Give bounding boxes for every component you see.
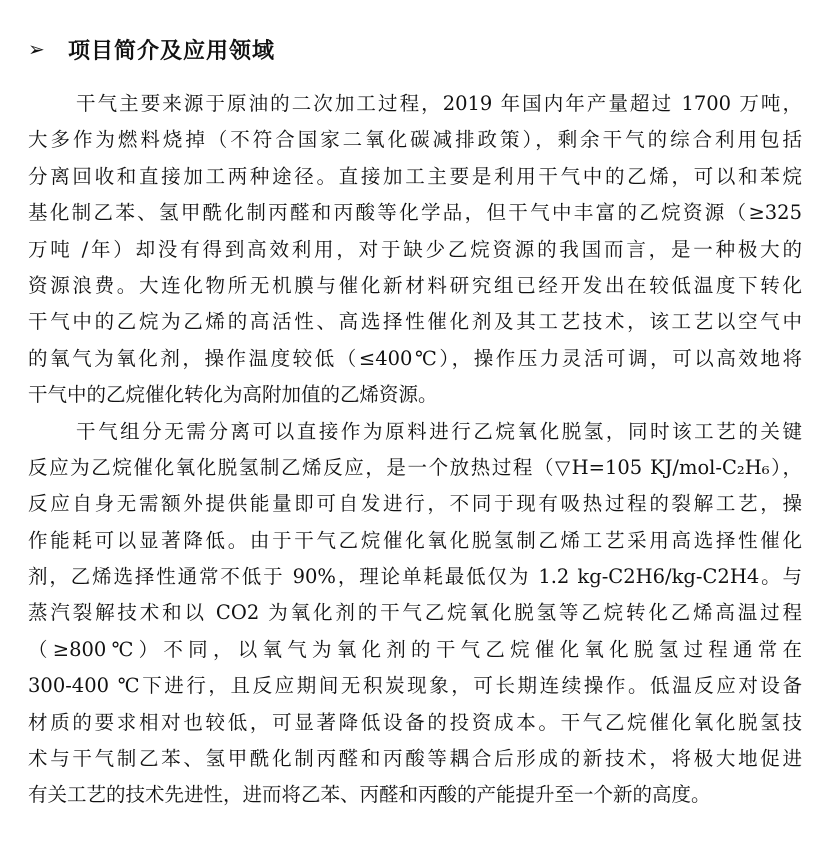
text-line: 反应为乙烷催化氧化脱氢制乙烯反应，是一个放热过程（▽H=105 KJ/mol-C₂H₆）， xyxy=(28,455,802,479)
text-line: （≥800℃）不同，以氧气为氧化剂的干气乙烷催化氧化脱氢过程通常在 xyxy=(28,637,802,661)
paragraph-1 xyxy=(28,86,802,414)
text-line: 材质的要求相对也较低，可显著降低设备的投资成本。干气乙烷催化氧化脱氢技 xyxy=(28,710,802,734)
text-line: 基化制乙苯、氢甲酰化制丙醛和丙酸等化学品，但干气中丰富的乙烷资源（≥325 xyxy=(28,201,802,225)
text-line: 资源浪费。大连化物所无机膜与催化新材料研究组已经开发出在较低温度下转化 xyxy=(28,273,802,297)
text-line: 分离回收和直接加工两种途径。直接加工主要是利用干气中的乙烯，可以和苯烷 xyxy=(28,164,802,188)
text-line: 蒸汽裂解技术和以 CO2 为氧化剂的干气乙烷氧化脱氢等乙烷转化乙烯高温过程 xyxy=(28,601,802,625)
text-line: 剂，乙烯选择性通常不低于 90%，理论单耗最低仅为 1.2 kg-C2H6/kg-C2H4。与 xyxy=(28,565,802,589)
text-line: 术与干气制乙苯、氢甲酰化制丙醛和丙酸等耦合后形成的新技术，将极大地促进 xyxy=(28,747,802,771)
body-text xyxy=(28,86,802,814)
section-title: 项目简介及应用领域 xyxy=(68,38,276,64)
text-line: 300-400 ℃下进行，且反应期间无积炭现象，可长期连续操作。低温反应对设备 xyxy=(28,674,802,698)
text-line: 反应自身无需额外提供能量即可自发进行，不同于现有吸热过程的裂解工艺，操 xyxy=(28,492,802,516)
text-line: 的氧气为氧化剂，操作温度较低（≤400℃），操作压力灵活可调，可以高效地将 xyxy=(28,346,802,370)
text-line: 干气中的乙烷为乙烯的高活性、高选择性催化剂及其工艺技术，该工艺以空气中 xyxy=(28,310,802,334)
section-heading xyxy=(28,31,275,67)
text-line: 作能耗可以显著降低。由于干气乙烷催化氧化脱氢制乙烯工艺采用高选择性催化 xyxy=(28,528,802,552)
text-line: 大多作为燃料烧掉（不符合国家二氧化碳减排政策），剩余干气的综合利用包括 xyxy=(28,128,802,152)
previous-page-text-fragment xyxy=(0,0,826,6)
text-line: 万吨 /年）却没有得到高效利用，对于缺少乙烷资源的我国而言，是一种极大的 xyxy=(28,237,802,261)
paragraph-2 xyxy=(28,414,802,814)
text-line: 干气组分无需分离可以直接作为原料进行乙烷氧化脱氢，同时该工艺的关键 xyxy=(76,419,802,443)
text-line: 干气中的乙烷催化转化为高附加值的乙烯资源。 xyxy=(28,383,438,407)
arrow-bullet-icon: ➢ xyxy=(28,37,46,61)
text-line: 有关工艺的技术先进性，进而将乙苯、丙醛和丙酸的产能提升至一个新的高度。 xyxy=(28,783,711,807)
text-line: 干气主要来源于原油的二次加工过程，2019 年国内年产量超过 1700 万吨， xyxy=(76,92,802,115)
